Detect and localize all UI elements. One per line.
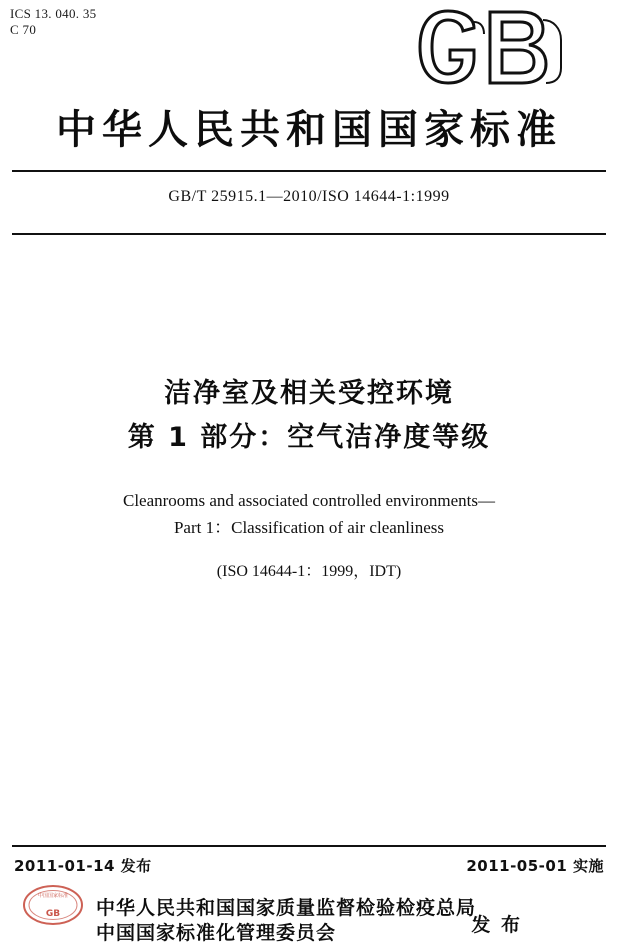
subject-title-en (0, 487, 618, 541)
svg-text:GB: GB (45, 909, 61, 919)
svg-text:中国国家标准: 中国国家标准 (37, 893, 69, 899)
page-title: 中华人民共和国国家标准 (56, 107, 562, 153)
divider-bottom (12, 233, 606, 235)
effective-date: 2011-05-01 实施 (466, 857, 604, 875)
iso-equivalence-note: (ISO 14644-1：1999，IDT) (216, 563, 402, 580)
subject-title-cn-line1: 洁净室及相关受控环境 (164, 378, 454, 409)
subject-title-cn (0, 372, 618, 460)
divider-top (12, 170, 606, 172)
standard-number: GB/T 25915.1—2010/ISO 14644-1:1999 (168, 188, 450, 205)
official-seal-icon (22, 884, 84, 926)
divider-footer (12, 845, 606, 847)
issuer-line-2: 中国国家标准化管理委员会 (96, 922, 337, 944)
subject-title-cn-line2: 第 1 部分：空气洁净度等级 (127, 422, 491, 453)
gb-logo-icon (412, 8, 572, 86)
issuer-line-1: 中华人民共和国国家质量监督检验检疫总局 (96, 897, 477, 919)
subject-title-en-line2: Part 1：Classification of air cleanliness (173, 518, 445, 537)
publish-label: 发 布 (471, 914, 522, 936)
issuing-organizations (96, 896, 476, 946)
subject-title-en-line1: Cleanrooms and associated controlled environments— (122, 491, 496, 510)
ics-code: ICS 13. 040. 35 (10, 6, 97, 21)
classification-code: C 70 (10, 22, 37, 37)
issue-date: 2011-01-14 发布 (14, 857, 152, 875)
ics-block (10, 6, 96, 38)
